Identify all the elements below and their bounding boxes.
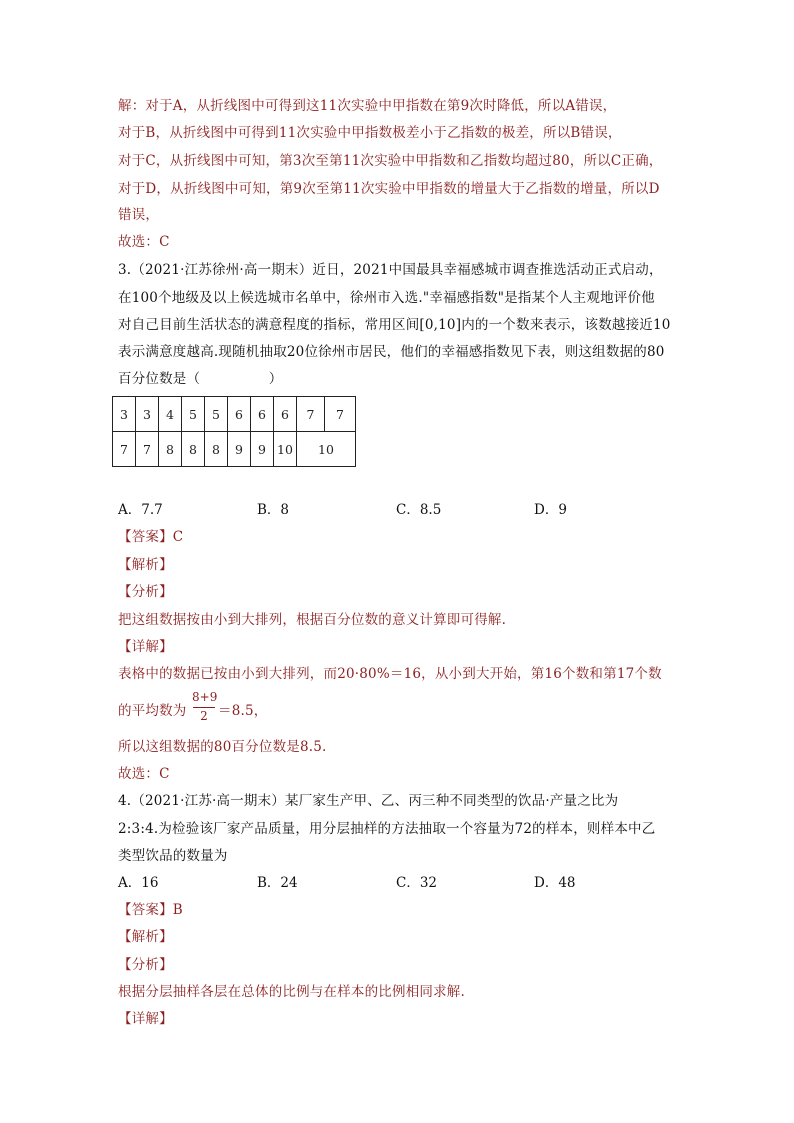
- solution-line-3: 对于C，从折线图中可知，第3次至第11次实验中甲指数和乙指数均超过80，所以C正确，: [118, 153, 663, 169]
- solution-line-1: 解：对于A，从折线图中可得到这11次实验中甲指数在第9次时降低，所以A错误，: [118, 98, 617, 114]
- table-row: [113, 397, 356, 432]
- q3-option-b: B．8: [257, 502, 290, 518]
- q4-stem-line-1: 4.（2021·江苏·高一期末）某厂家生产甲、乙、丙三种不同类型的饮品·产量之比为: [118, 793, 619, 809]
- q4-jiexi-heading: 【解析】: [118, 929, 173, 945]
- q3-stem-line-2: 在100个地级及以上候选城市名单中，徐州市入选."幸福感指数"是指某个人主观地评价他: [118, 290, 655, 306]
- solution-line-4: 对于D，从折线图中可知，第9次至第11次实验中甲指数的增量大于乙指数的增量，所以D: [118, 181, 660, 197]
- q3-stem-line-4: 表示满意度越高.现随机抽取20位徐州市居民，他们的幸福感指数见下表，则这组数据的80: [118, 344, 665, 360]
- q3-fenxi-text: 把这组数据按由小到大排列，根据百分位数的意义计算即可得解.: [118, 612, 507, 628]
- table-cell: 3: [113, 397, 136, 432]
- fraction-bar: [193, 707, 215, 708]
- q4-stem-line-3: 类型饮品的数量为: [118, 848, 228, 864]
- table-cell: 9: [251, 432, 274, 467]
- q3-fenxi-heading: 【分析】: [118, 584, 173, 600]
- q4-option-a: A．16: [118, 875, 159, 891]
- table-cell: 8: [205, 432, 228, 467]
- q3-option-c: C．8.5: [396, 502, 442, 518]
- q4-option-d: D．48: [534, 875, 576, 891]
- table-cell: 6: [251, 397, 274, 432]
- table-cell: 7: [113, 432, 136, 467]
- fraction-denominator: 2: [200, 709, 208, 723]
- q3-stem-line-3: 对自己目前生活状态的满意程度的指标，常用区间[0,10]内的一个数来表示，该数越接近10: [118, 317, 671, 333]
- table-cell: 3: [136, 397, 159, 432]
- table-cell: 4: [159, 397, 182, 432]
- q3-detail-line-2-suffix: ＝8.5，: [218, 703, 268, 719]
- table-cell: 10: [297, 432, 356, 467]
- table-cell: 6: [228, 397, 251, 432]
- table-cell: 6: [274, 397, 297, 432]
- q3-final-answer: 故选：C: [118, 766, 170, 782]
- q4-option-b: B．24: [257, 875, 298, 891]
- table-cell: 5: [182, 397, 205, 432]
- q4-option-c: C．32: [396, 875, 438, 891]
- happiness-index-table: [112, 396, 356, 467]
- solution-answer: 故选：C: [118, 234, 170, 250]
- q3-detail-line-1: 表格中的数据已按由小到大排列，而20·80%＝16，从小到大开始，第16个数和第17个数: [118, 666, 662, 682]
- fraction-numerator: 8+9: [192, 690, 218, 704]
- q3-detail-line-3: 所以这组数据的80百分位数是8.5.: [118, 739, 327, 755]
- q4-fenxi-heading: 【分析】: [118, 957, 173, 973]
- table-cell: 8: [159, 432, 182, 467]
- q3-option-a: A．7.7: [118, 502, 163, 518]
- q4-xiangjie-heading: 【详解】: [118, 1011, 173, 1027]
- table-cell: 7: [136, 432, 159, 467]
- q3-option-d: D．9: [534, 502, 567, 518]
- table-cell: 7: [297, 397, 325, 432]
- table-cell: 8: [182, 432, 205, 467]
- solution-line-2: 对于B，从折线图中可得到11次实验中甲指数极差小于乙指数的极差，所以B错误，: [118, 125, 622, 141]
- q3-stem-line-5: 百分位数是（ ）: [118, 371, 283, 387]
- q3-stem-line-1: 3.（2021·江苏徐州·高一期末）近日，2021中国最具幸福感城市调查推选活动正式启动，: [118, 262, 663, 278]
- q4-answer: 【答案】B: [118, 902, 183, 918]
- table-cell: 7: [325, 397, 356, 432]
- q3-detail-line-2-prefix: 的平均数为: [118, 703, 187, 719]
- q4-stem-line-2: 2:3:4.为检验该厂家产品质量，用分层抽样的方法抽取一个容量为72的样本，则样本中乙: [118, 821, 656, 837]
- q3-answer: 【答案】C: [118, 529, 184, 545]
- table-cell: 5: [205, 397, 228, 432]
- table-cell: 9: [228, 432, 251, 467]
- q4-fenxi-text: 根据分层抽样各层在总体的比例与在样本的比例相同求解.: [118, 984, 465, 1000]
- q3-jiexi-heading: 【解析】: [118, 557, 173, 573]
- table-row: [113, 432, 356, 467]
- solution-line-5: 错误，: [118, 207, 160, 223]
- table-cell: 10: [274, 432, 297, 467]
- q3-xiangjie-heading: 【详解】: [118, 639, 173, 655]
